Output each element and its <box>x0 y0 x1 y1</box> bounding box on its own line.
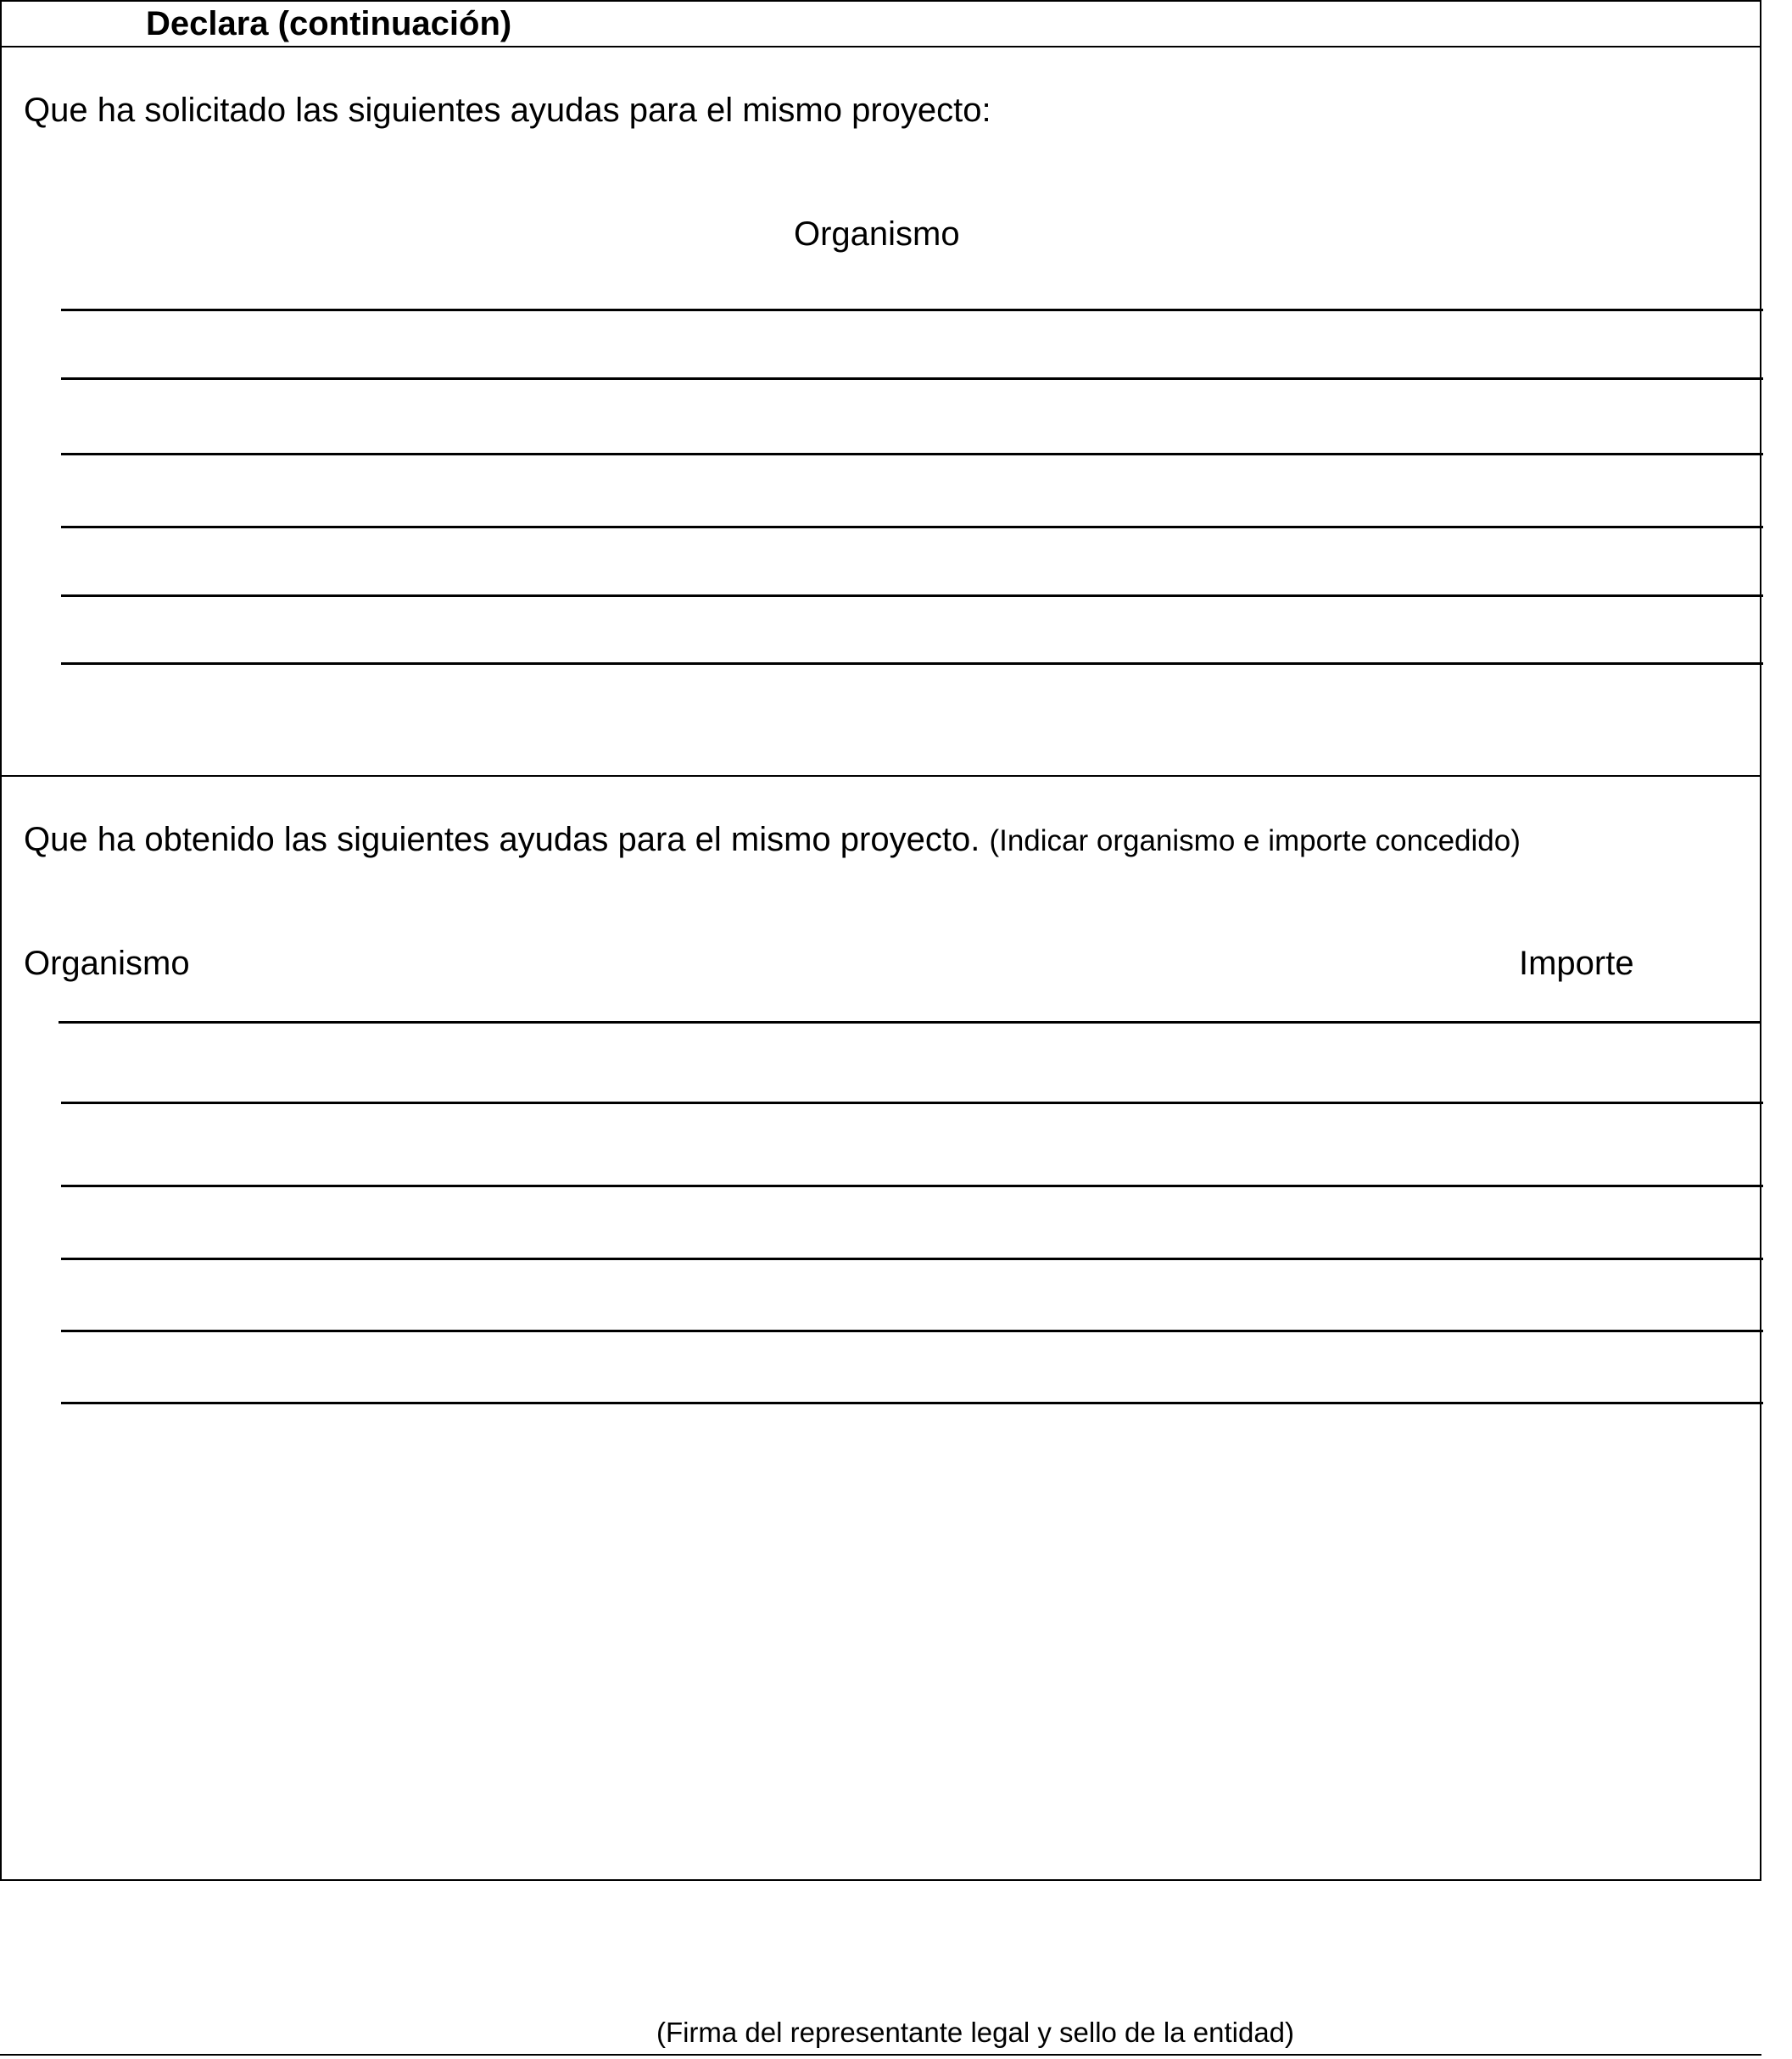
signature-caption: (Firma del representante legal y sello de la entidad) <box>656 2017 1295 2048</box>
form-header <box>2 2 1760 47</box>
requested-aid-entry-line[interactable] <box>61 377 1763 380</box>
obtained-aid-entry-line[interactable] <box>61 1102 1763 1104</box>
obtained-aid-entry-line[interactable] <box>61 1185 1763 1187</box>
obtained-aid-organismo-label: Organismo <box>24 945 190 982</box>
requested-aid-statement: Que ha solicitado las siguientes ayudas para el mismo proyecto: <box>24 92 991 129</box>
requested-aid-entry-line[interactable] <box>61 526 1763 528</box>
obtained-aid-statement <box>24 819 1521 862</box>
obtained-aid-entry-line[interactable] <box>59 1021 1760 1024</box>
signature-line[interactable] <box>0 2054 1761 2056</box>
obtained-aid-entry-line[interactable] <box>61 1402 1763 1404</box>
requested-aid-entry-line[interactable] <box>61 453 1763 455</box>
obtained-aid-entry-line[interactable] <box>61 1330 1763 1332</box>
obtained-aid-note: (Indicar organismo e importe concedido) <box>989 824 1521 857</box>
section-divider <box>2 775 1760 777</box>
obtained-aid-entry-line[interactable] <box>61 1258 1763 1260</box>
requested-aid-entry-line[interactable] <box>61 309 1763 311</box>
requested-aid-entry-line[interactable] <box>61 662 1763 665</box>
obtained-aid-statement-text: Que ha obtenido las siguientes ayudas para el mismo proyecto. <box>24 821 980 858</box>
requested-aid-organismo-label: Organismo <box>794 215 960 253</box>
obtained-aid-importe-label: Importe <box>1519 945 1634 982</box>
form-title: Declara (continuación) <box>146 5 512 42</box>
requested-aid-entry-line[interactable] <box>61 594 1763 597</box>
